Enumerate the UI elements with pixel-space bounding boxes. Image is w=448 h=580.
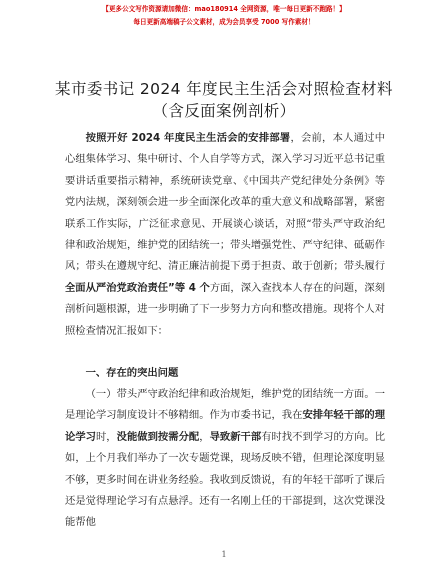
document-title — [0, 78, 448, 122]
issue-bold-2: 没能做到按需分配 — [116, 430, 200, 443]
intro-paragraph — [65, 128, 385, 342]
intro-text-1: ，会前，本人通过中心组集体学习、集中研讨、个人自学等方式，深入学习习近平总书记重要讲话重要指示精神，系统研读党章、《中国共产党纪律处分条例》等党内法规，深刻领会进一步全面深化改革的重大意义和战略部署，紧密联系工作实际，广泛征求意见、开展谈心谈话，对照“带头严守政治纪律和政治规矩，维护党的团结统一；带头增强党性、严守纪律、砥砺作风；带头在遵规守纪、清正廉洁前提下勇于担责、敢于创新；带头履行 — [65, 132, 386, 273]
banner-line-1: 【更多公文写作资源请加微信：mao180914 全网资源，唯一每日更新不跑路！】 — [102, 5, 346, 13]
issue-text-4: 有时找不到学习的方向。比如，上个月我们举办了一次专题党课，现场反映不错，但理论深度明显不够，更多时间在讲业务经验。我收到反馈说，有的年轻干部听了课后还是觉得理论学习有点悬浮。还有一名刚上任的干部提到，这次党课没能帮他 — [65, 430, 386, 529]
intro-bold-lead: 按照开好 2024 年度民主生活会的安排部署 — [85, 132, 291, 144]
title-line-1: 某市委书记 2024 年度民主生活会对照检查材料 — [55, 80, 393, 98]
issue-text-1: （一）带头严守政治纪律和政治规矩，维护党的团结统一方面。一是理论学习制度设计不够精细。作为市委书记，我在 — [65, 388, 385, 422]
issue-text-2: 时， — [95, 430, 117, 443]
intro-text-2: 方面，深入查找本人存在的问题，深刻剖析问题根源，进一步明确了下一步努力方向和整改措施。现将个人对照检查情况汇报如下： — [65, 281, 386, 337]
title-line-2: （含反面案例剖析） — [152, 102, 296, 120]
section-heading-block — [65, 363, 385, 384]
banner-line-2: 每日更新高端稿子公文素材，成为会员享受 7000 写作素材！ — [133, 18, 315, 26]
issue-bold-3: 导致新干部 — [209, 430, 262, 443]
issue-text-3: ， — [199, 430, 210, 443]
intro-bold-mid: 全面从严治党政治责任”等 4 个 — [65, 281, 210, 294]
page-number: 1 — [221, 550, 227, 559]
issue-paragraph — [65, 384, 385, 534]
promo-banner — [0, 3, 448, 28]
section-heading: 一、存在的突出问题 — [85, 367, 179, 379]
issue-bold-1: 安排年轻干部的理论学习 — [65, 409, 386, 443]
